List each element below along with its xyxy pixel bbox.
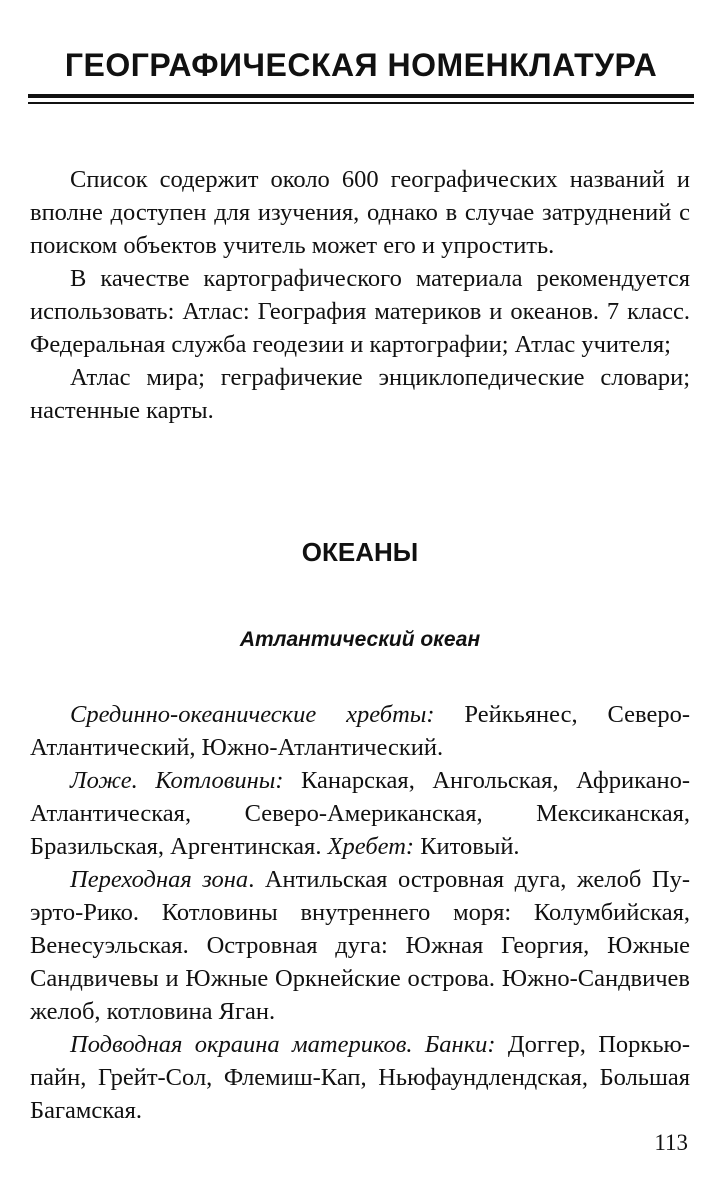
intro-paragraph: Список содержит около 600 географических названий и вполне доступен для изучения, однако в случае затруднений с поиском объектов учитель может его и упростить. <box>30 166 690 259</box>
ocean-paragraph <box>30 1028 690 1127</box>
page-title: ГЕОГРАФИЧЕСКАЯ НОМЕНКЛАТУРА <box>64 47 658 83</box>
header-rule-thin <box>28 102 694 104</box>
section-title: ОКЕАНЫ <box>301 537 419 567</box>
page-number: 113 <box>654 1130 688 1155</box>
intro-text <box>30 163 690 427</box>
subsection-title: Атлантический океан <box>239 628 481 651</box>
intro-paragraph: Атлас мира; геграфичекие энциклопедические словари; настенные карты. <box>30 364 690 424</box>
term-label: Ложе. Котловины: <box>70 767 284 794</box>
term-label: Хребет: <box>327 833 415 860</box>
term-text: Доггер, Поркьюпайн, Грейт-Сол, Флемиш-Кап, Ньюфаундлендская, Большая Багамская. <box>30 1031 690 1124</box>
term-text: Китовый. <box>414 833 520 860</box>
term-label: Срединно-океанические хребты: <box>70 701 435 728</box>
ocean-paragraph <box>30 863 690 1028</box>
ocean-paragraph <box>30 698 690 764</box>
page-header <box>28 40 694 104</box>
intro-paragraph: В качестве картографического материала рекомендуется использовать: Атлас: География материков и океанов. 7 класс. Федеральная служба геодезии и картографии; Атлас учителя; <box>30 265 690 358</box>
ocean-description <box>30 698 690 1127</box>
term-text: Канарская, Ангольская, Африкано-Атлантическая, Северо-Американская, Мексиканская, Бразильская, Аргентинская. <box>30 767 690 860</box>
term-text: . Антильская островная дуга, желоб Пуэрто-Рико. Котловины внутреннего моря: Колумбийская, Венесуэльская. Островная дуга: Южная Георгия, Южные Сандвичевы и Южные Оркнейские острова. Южно-Сандвичев желоб, котловина Яган. <box>30 866 690 1025</box>
term-label: Подводная окраина материков. Банки: <box>70 1031 496 1058</box>
term-label: Переходная зона <box>70 866 249 893</box>
header-rule-thick <box>28 94 694 98</box>
term-text: Рейкьянес, Северо-Атлантический, Южно-Атлантический. <box>30 701 690 761</box>
ocean-paragraph <box>30 764 690 863</box>
